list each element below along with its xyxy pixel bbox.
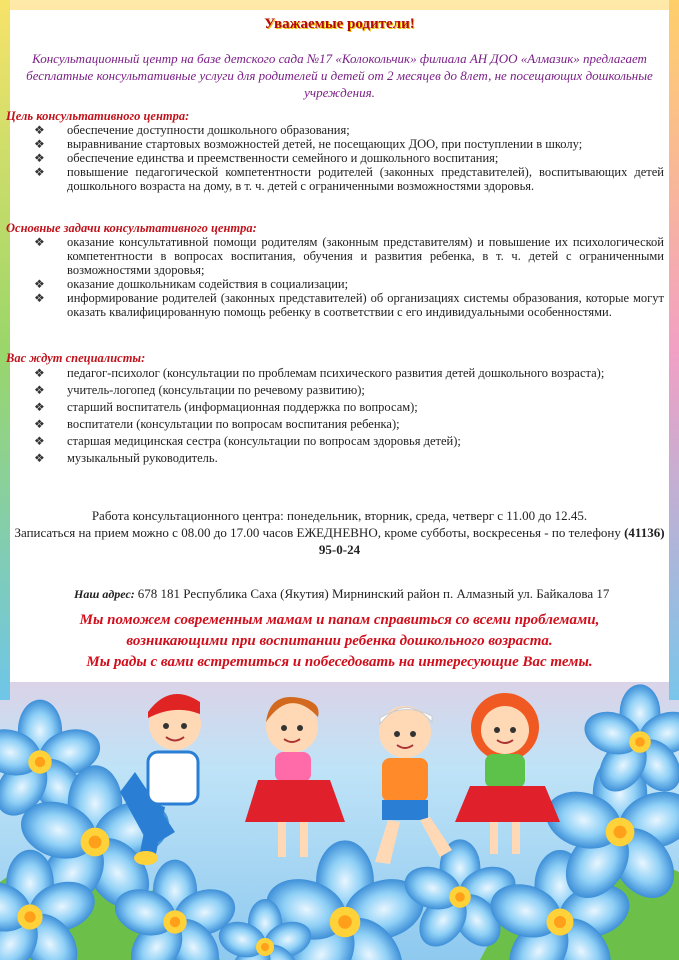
appointment-info: Записаться на прием можно с 08.00 до 17.00 часов ЕЖЕДНЕВНО, кроме субботы, воскресенья - по телефону xyxy=(14,525,621,540)
diamond-bullet-icon: ❖ xyxy=(34,165,45,179)
specialists-section xyxy=(6,351,666,467)
diamond-bullet-icon: ❖ xyxy=(34,151,45,165)
diamond-bullet-icon: ❖ xyxy=(34,434,45,448)
list-item: ❖ учитель-логопед (консультации по речевому развитию); xyxy=(34,383,365,397)
list-item: ❖ старший воспитатель (информационная поддержка по вопросам); xyxy=(34,400,418,414)
list-item: ❖ музыкальный руководитель. xyxy=(34,451,218,465)
decorative-border-right xyxy=(669,0,679,700)
intro-text: Консультационный центр на базе детского сада №17 «Колокольчик» филиала АН ДОО «Алмазик» предлагает бесплатные консультативные услуги для родителей и детей от 2 месяцев до 8лет, не посещающих дошкольные учреждения. xyxy=(26,51,653,100)
diamond-bullet-icon: ❖ xyxy=(34,235,45,249)
diamond-bullet-icon: ❖ xyxy=(34,417,45,431)
address-label: Наш адрес xyxy=(74,587,131,601)
specialists-heading: Вас ждут специалисты: xyxy=(6,351,146,365)
closing-line-2: возникающими при воспитании ребенка дошкольного возраста. xyxy=(126,633,553,649)
tasks-list xyxy=(6,235,666,319)
schedule-info xyxy=(10,507,669,558)
list-item: ❖ педагог-психолог (консультации по проблемам психического развития детей дошкольного возраста); xyxy=(34,366,605,380)
list-item: ❖ оказание дошкольникам содействия в социализации; xyxy=(34,277,349,291)
child-girl-red-skirt xyxy=(245,697,345,857)
children-flowers-illustration xyxy=(0,682,679,960)
page-title: Уважаемые родители! xyxy=(264,16,415,32)
decorative-border-left xyxy=(0,0,10,700)
closing-line-1: Мы поможем современным мамам и папам справиться со всеми проблемами, xyxy=(79,612,600,628)
work-hours: Работа консультационного центра: понедельник, вторник, среда, четверг с 11.00 до 12.45. xyxy=(91,508,588,523)
address-line: Наш адрес: 678 181 Республика Саха (Якутия) Мирнинский район п. Алмазный ул. Байкалова 17 xyxy=(74,586,610,601)
list-item: ❖ обеспечение доступности дошкольного образования; xyxy=(34,123,350,137)
diamond-bullet-icon: ❖ xyxy=(34,383,45,397)
list-item: ❖ информирование родителей (законных представителей) об организациях системы образования, которые могут оказать квалифицированную помощь ребенку в соответствии с его индивидуальными особенностями. xyxy=(34,291,664,319)
diamond-bullet-icon: ❖ xyxy=(34,123,45,137)
diamond-bullet-icon: ❖ xyxy=(34,137,45,151)
list-item: ❖ воспитатели (консультации по вопросам воспитания ребенка); xyxy=(34,417,400,431)
goals-list xyxy=(6,123,666,193)
list-item: ❖ оказание консультативной помощи родителям (законным представителям) и повышение их психологической компетентности в вопросах воспитания, обучения и развития ребенка, в т. ч. детей с ограниченными возможностями здоровья; xyxy=(34,235,664,277)
phone-number: (41136) 95-0-24 xyxy=(318,525,665,557)
diamond-bullet-icon: ❖ xyxy=(34,400,45,414)
specialists-list xyxy=(6,365,666,467)
diamond-bullet-icon: ❖ xyxy=(34,277,45,291)
list-item: ❖ обеспечение единства и преемственности семейного и дошкольного воспитания; xyxy=(34,151,499,165)
closing-message xyxy=(10,610,669,673)
goals-section xyxy=(6,109,666,193)
address-text: 678 181 Республика Саха (Якутия) Мирнинский район п. Алмазный ул. Байкалова 17 xyxy=(137,586,610,601)
closing-line-3: Мы рады с вами встретиться и побеседовать на интересующие Вас темы. xyxy=(86,654,593,670)
tasks-heading: Основные задачи консультативного центра: xyxy=(6,221,257,235)
diamond-bullet-icon: ❖ xyxy=(34,291,45,305)
child-boy-white-cap xyxy=(375,706,452,864)
list-item: ❖ старшая медицинская сестра (консультации по вопросам здоровья детей); xyxy=(34,434,461,448)
goals-heading: Цель консультативного центра: xyxy=(6,109,190,123)
list-item: ❖ выравнивание стартовых возможностей детей, не посещающих ДОО, при поступлении в школу; xyxy=(34,137,583,151)
child-girl-red-hair xyxy=(455,693,560,854)
list-item: ❖ повышение педагогической компетентности родителей (законных представителей), воспитывающих детей дошкольного возраста на дому, в т. ч. детей с ограниченными возможностями здоровья. xyxy=(34,165,664,193)
diamond-bullet-icon: ❖ xyxy=(34,451,45,465)
diamond-bullet-icon: ❖ xyxy=(34,366,45,380)
tasks-section xyxy=(6,221,666,319)
info-sheet xyxy=(6,10,669,682)
